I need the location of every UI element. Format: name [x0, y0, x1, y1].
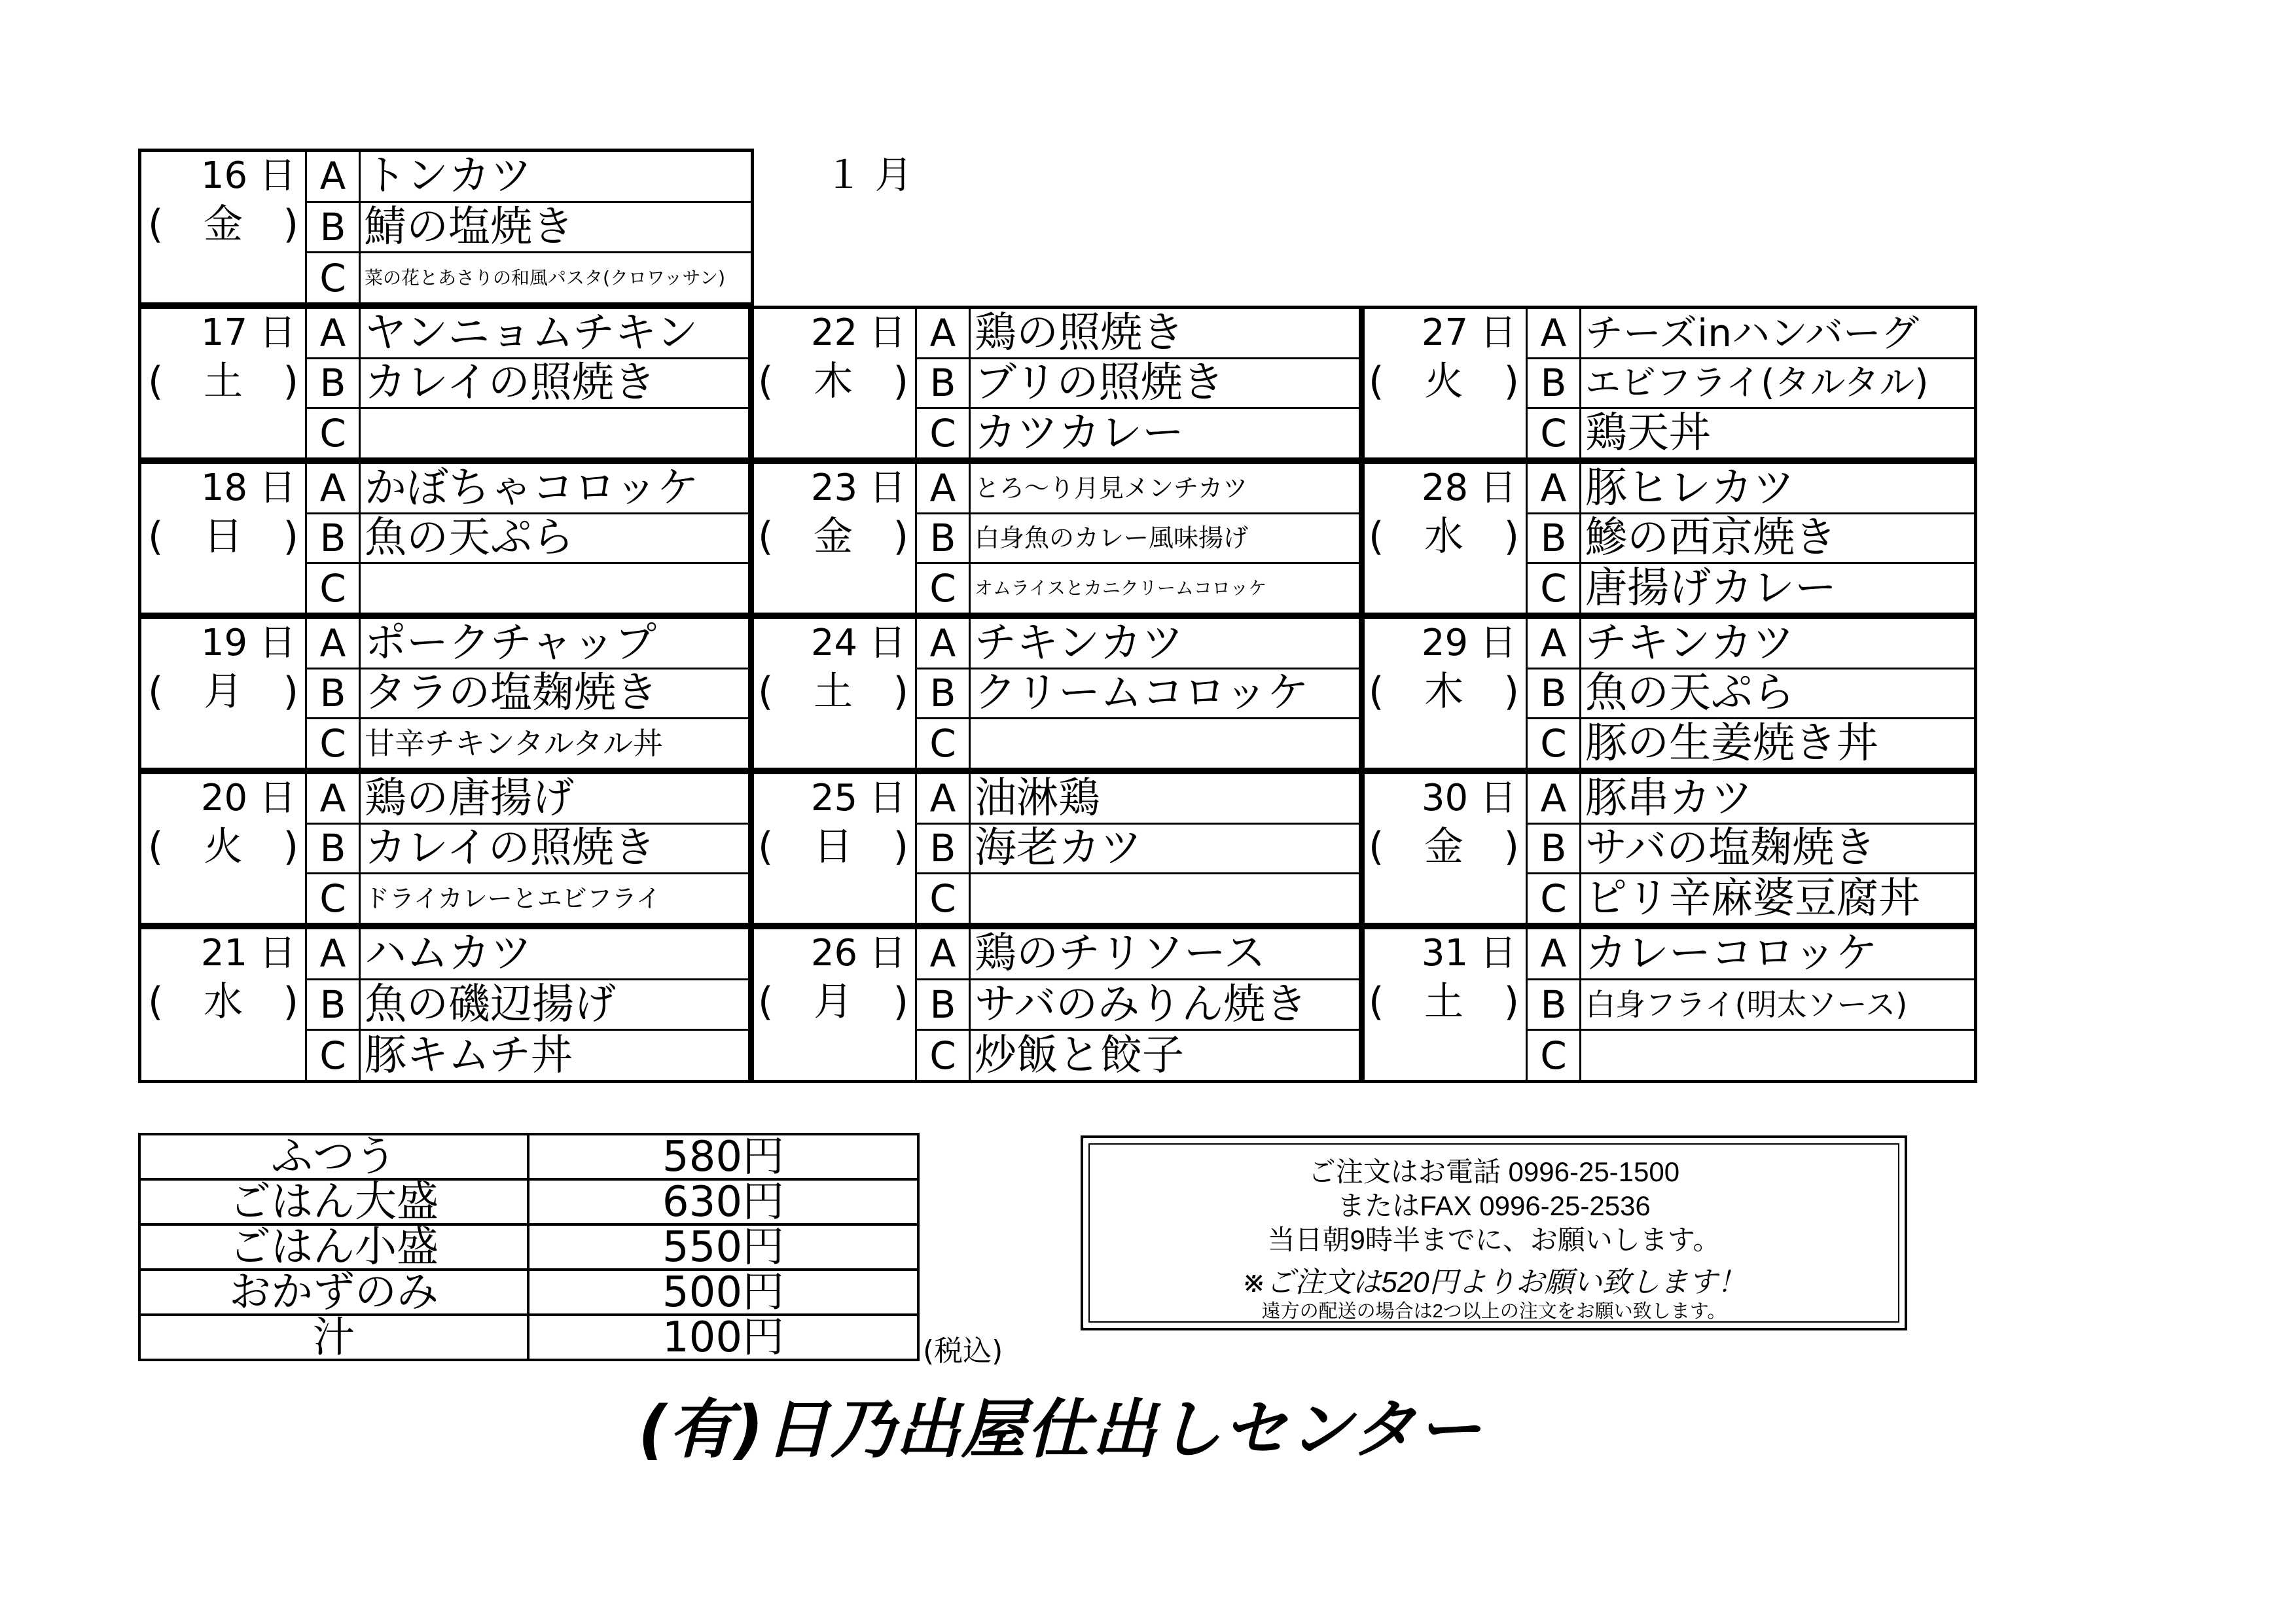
menu-item: ピリ辛麻婆豆腐丼	[1581, 874, 1976, 925]
day-block-29	[1359, 616, 1977, 771]
price-row	[139, 1270, 918, 1315]
price-row	[139, 1315, 918, 1360]
price-name: ごはん小盛	[139, 1224, 528, 1270]
day-cell: 16 日 ( 金 )	[140, 151, 306, 304]
day-number: 20	[200, 777, 248, 819]
day-number: 21	[200, 932, 248, 974]
day-number: 26	[810, 932, 858, 974]
menu-item	[970, 874, 1363, 925]
option-letter: A	[306, 618, 360, 669]
price-name: ごはん大盛	[139, 1179, 528, 1224]
price-name: おかずのみ	[139, 1270, 528, 1315]
option-letter: B	[306, 668, 360, 719]
day-unit: 日	[1480, 467, 1516, 509]
menu-item: チキンカツ	[1581, 618, 1976, 669]
day-cell: 27 日 ( 火 )	[1361, 308, 1527, 459]
day-cell: 17 日 ( 土 )	[140, 308, 306, 459]
notice-fax: またはFAX 0996-25-2536	[1337, 1190, 1651, 1221]
option-letter: A	[916, 928, 970, 980]
day-number: 17	[200, 312, 248, 354]
option-letter: B	[916, 979, 970, 1030]
day-unit: 日	[259, 932, 296, 974]
option-letter: C	[916, 1030, 970, 1082]
price-row	[139, 1134, 918, 1179]
option-letter: B	[306, 823, 360, 874]
option-letter: B	[306, 513, 360, 563]
day-cell: 30 日 ( 金 )	[1361, 773, 1527, 925]
day-unit: 日	[869, 622, 906, 664]
option-letter: A	[1527, 463, 1581, 514]
option-letter: C	[306, 874, 360, 925]
day-cell: 22 日 ( 木 )	[750, 308, 916, 459]
day-block-26	[748, 926, 1365, 1083]
menu-item: 鶏のチリソース	[970, 928, 1363, 980]
option-letter: A	[916, 773, 970, 824]
option-letter: B	[306, 202, 360, 253]
option-letter: C	[306, 1030, 360, 1082]
day-unit: 日	[259, 777, 296, 819]
menu-item: 鯖の塩焼き	[360, 202, 753, 253]
option-letter: C	[1527, 874, 1581, 925]
option-letter: A	[306, 151, 360, 202]
menu-item: 唐揚げカレー	[1581, 563, 1976, 615]
notice-deadline: 当日朝9時半までに、お願いします。	[1267, 1224, 1721, 1255]
menu-item	[360, 408, 753, 459]
weekday: 火	[204, 824, 243, 870]
option-letter: B	[306, 358, 360, 408]
option-letter: C	[1527, 1030, 1581, 1082]
menu-item: 菜の花とあさりの和風パスタ(クロワッサン)	[360, 253, 753, 304]
day-unit: 日	[259, 154, 296, 197]
option-letter: B	[916, 668, 970, 719]
menu-item: 豚キムチ丼	[360, 1030, 753, 1082]
menu-item: 炒飯と餃子	[970, 1030, 1363, 1082]
day-cell: 29 日 ( 木 )	[1361, 618, 1527, 770]
option-letter: A	[1527, 928, 1581, 980]
day-block-18	[138, 461, 754, 616]
order-notice-inner	[1088, 1143, 1899, 1323]
price-value: 550円	[528, 1224, 918, 1270]
day-unit: 日	[259, 467, 296, 509]
day-cell: 20 日 ( 火 )	[140, 773, 306, 925]
tax-note: (税込)	[923, 1334, 1003, 1368]
weekday: 水	[1424, 514, 1463, 560]
day-number: 25	[810, 777, 858, 819]
option-letter: C	[916, 408, 970, 459]
day-unit: 日	[1480, 622, 1516, 664]
weekday: 火	[1424, 359, 1463, 404]
menu-item: オムライスとカニクリームコロッケ	[970, 563, 1363, 615]
day-cell: 18 日 ( 日 )	[140, 463, 306, 615]
weekday: 木	[814, 359, 853, 404]
day-unit: 日	[1480, 932, 1516, 974]
option-letter: C	[306, 408, 360, 459]
day-block-24	[748, 616, 1365, 771]
weekday: 月	[814, 979, 853, 1025]
order-notice-box	[1081, 1135, 1907, 1330]
day-block-20	[138, 771, 754, 926]
menu-item	[1581, 1030, 1976, 1082]
price-value: 580円	[528, 1134, 918, 1179]
option-letter: A	[306, 773, 360, 824]
menu-item: カツカレー	[970, 408, 1363, 459]
day-cell: 23 日 ( 金 )	[750, 463, 916, 615]
menu-item: とろ～り月見メンチカツ	[970, 463, 1363, 514]
option-letter: A	[916, 618, 970, 669]
option-letter: C	[916, 874, 970, 925]
day-block-23	[748, 461, 1365, 616]
option-letter: A	[1527, 618, 1581, 669]
day-cell: 24 日 ( 土 )	[750, 618, 916, 770]
day-cell: 21 日 ( 水 )	[140, 928, 306, 1082]
day-unit: 日	[869, 932, 906, 974]
option-letter: B	[1527, 823, 1581, 874]
weekday: 土	[204, 359, 243, 404]
day-block-22	[748, 306, 1365, 461]
price-row	[139, 1224, 918, 1270]
menu-item: 豚の生姜焼き丼	[1581, 719, 1976, 770]
option-letter: A	[1527, 308, 1581, 359]
menu-item: ポークチャップ	[360, 618, 753, 669]
option-letter: C	[1527, 719, 1581, 770]
menu-item: 豚ヒレカツ	[1581, 463, 1976, 514]
menu-item: ヤンニョムチキン	[360, 308, 753, 359]
price-table	[138, 1133, 920, 1361]
option-letter: B	[306, 979, 360, 1030]
option-letter: C	[306, 563, 360, 615]
weekday: 月	[204, 669, 243, 715]
weekday: 金	[814, 514, 853, 560]
day-cell: 31 日 ( 土 )	[1361, 928, 1527, 1082]
menu-item: ハムカツ	[360, 928, 753, 980]
option-letter: C	[916, 563, 970, 615]
option-letter: A	[306, 463, 360, 514]
menu-item: 鶏の唐揚げ	[360, 773, 753, 824]
weekday: 日	[814, 824, 853, 870]
option-letter: C	[306, 719, 360, 770]
menu-item: カレイの照焼き	[360, 358, 753, 408]
menu-item	[360, 563, 753, 615]
day-number: 24	[810, 622, 858, 664]
day-unit: 日	[869, 777, 906, 819]
menu-item: クリームコロッケ	[970, 668, 1363, 719]
price-value: 100円	[528, 1315, 918, 1360]
notice-phone: ご注文はお電話 0996-25-1500	[1308, 1156, 1680, 1187]
menu-item: カレーコロッケ	[1581, 928, 1976, 980]
menu-item: チキンカツ	[970, 618, 1363, 669]
option-letter: B	[1527, 668, 1581, 719]
price-value: 630円	[528, 1179, 918, 1224]
menu-item: 白身魚のカレー風味揚げ	[970, 513, 1363, 563]
menu-item: 海老カツ	[970, 823, 1363, 874]
menu-item: かぼちゃコロッケ	[360, 463, 753, 514]
weekday: 金	[204, 202, 243, 247]
option-letter: B	[1527, 979, 1581, 1030]
option-letter: B	[916, 513, 970, 563]
menu-item: トンカツ	[360, 151, 753, 202]
day-unit: 日	[259, 622, 296, 664]
day-number: 23	[810, 467, 858, 509]
day-unit: 日	[259, 312, 296, 354]
day-block-30	[1359, 771, 1977, 926]
notice-delivery: 遠方の配送の場合は2つ以上の注文をお願い致します。	[1261, 1301, 1727, 1322]
day-unit: 日	[869, 312, 906, 354]
weekday: 金	[1424, 824, 1463, 870]
menu-item: 鶏の照焼き	[970, 308, 1363, 359]
menu-item: ドライカレーとエビフライ	[360, 874, 753, 925]
price-name: 汁	[139, 1315, 528, 1360]
day-cell: 25 日 ( 日 )	[750, 773, 916, 925]
day-number: 30	[1421, 777, 1469, 819]
day-number: 29	[1421, 622, 1469, 664]
option-letter: C	[916, 719, 970, 770]
option-letter: A	[306, 928, 360, 980]
price-name: ふつう	[139, 1134, 528, 1179]
option-letter: C	[1527, 408, 1581, 459]
day-block-31	[1359, 926, 1977, 1083]
menu-item: カレイの照焼き	[360, 823, 753, 874]
option-letter: A	[916, 463, 970, 514]
notice-minimum: ※ご注文は520円よりお願い致します！	[1242, 1266, 1746, 1298]
menu-item: 鶏天丼	[1581, 408, 1976, 459]
weekday: 木	[1424, 669, 1463, 715]
option-letter: B	[916, 823, 970, 874]
menu-item: 魚の磯辺揚げ	[360, 979, 753, 1030]
menu-item: エビフライ(タルタル)	[1581, 358, 1976, 408]
company-name: (有)日乃出屋仕出しセンター	[638, 1393, 1482, 1467]
menu-item: 鰺の西京焼き	[1581, 513, 1976, 563]
day-unit: 日	[869, 467, 906, 509]
menu-item: ブリの照焼き	[970, 358, 1363, 408]
month-label: １ 月	[825, 152, 913, 197]
day-cell: 28 日 ( 水 )	[1361, 463, 1527, 615]
menu-item: 白身フライ(明太ソース)	[1581, 979, 1976, 1030]
day-block-19	[138, 616, 754, 771]
menu-item: 甘辛チキンタルタル丼	[360, 719, 753, 770]
day-number: 28	[1421, 467, 1469, 509]
menu-item: タラの塩麹焼き	[360, 668, 753, 719]
day-number: 27	[1421, 312, 1469, 354]
menu-item: サバの塩麹焼き	[1581, 823, 1976, 874]
day-number: 16	[200, 154, 248, 197]
menu-item: サバのみりん焼き	[970, 979, 1363, 1030]
option-letter: C	[1527, 563, 1581, 615]
day-number: 22	[810, 312, 858, 354]
option-letter: B	[916, 358, 970, 408]
day-block-21	[138, 926, 754, 1083]
option-letter: A	[1527, 773, 1581, 824]
price-value: 500円	[528, 1270, 918, 1315]
day-block-28	[1359, 461, 1977, 616]
weekday: 土	[1424, 979, 1463, 1025]
weekday: 日	[204, 514, 243, 560]
day-block-25	[748, 771, 1365, 926]
option-letter: C	[306, 253, 360, 304]
menu-item: 油淋鶏	[970, 773, 1363, 824]
day-number: 18	[200, 467, 248, 509]
day-block-16	[138, 149, 754, 306]
day-cell: 19 日 ( 月 )	[140, 618, 306, 770]
day-block-27	[1359, 306, 1977, 461]
option-letter: B	[1527, 513, 1581, 563]
day-block-17	[138, 306, 754, 461]
weekday: 水	[204, 979, 243, 1025]
day-number: 31	[1421, 932, 1469, 974]
day-unit: 日	[1480, 312, 1516, 354]
weekday: 土	[814, 669, 853, 715]
option-letter: A	[916, 308, 970, 359]
menu-item: 魚の天ぷら	[360, 513, 753, 563]
menu-item	[970, 719, 1363, 770]
price-row	[139, 1179, 918, 1224]
day-cell: 26 日 ( 月 )	[750, 928, 916, 1082]
day-unit: 日	[1480, 777, 1516, 819]
menu-item: 魚の天ぷら	[1581, 668, 1976, 719]
menu-item: チーズinハンバーグ	[1581, 308, 1976, 359]
day-number: 19	[200, 622, 248, 664]
option-letter: B	[1527, 358, 1581, 408]
option-letter: A	[306, 308, 360, 359]
menu-item: 豚串カツ	[1581, 773, 1976, 824]
